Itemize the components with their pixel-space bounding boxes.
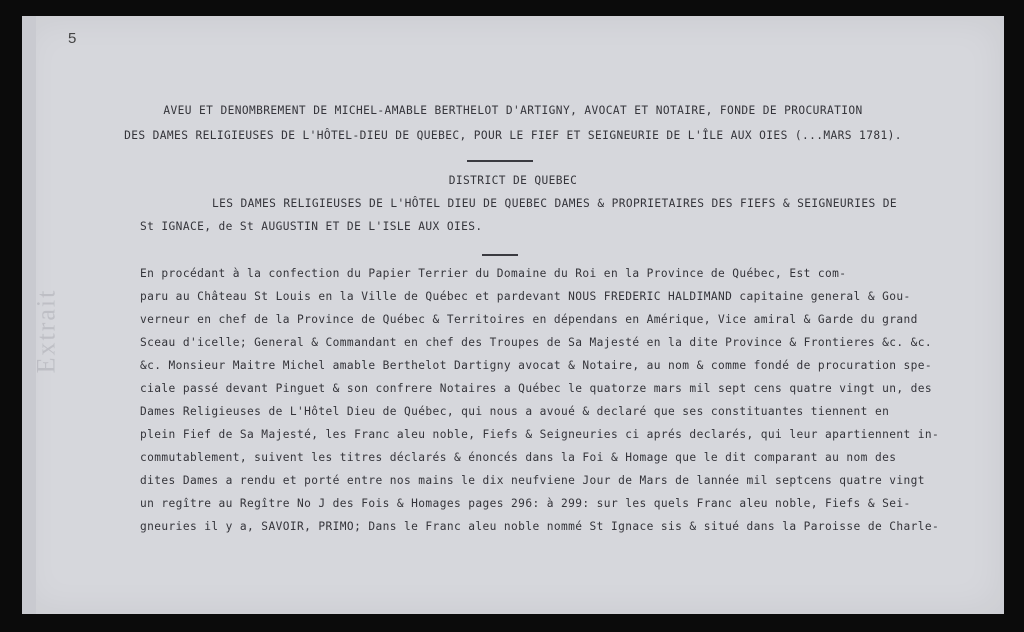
- title-line-1: AVEU ET DENOMBREMENT DE MICHEL-AMABLE BERTHELOT D'ARTIGNY, AVOCAT ET NOTAIRE, FONDE DE PROCURATION: [163, 104, 863, 117]
- body-line: dites Dames a rendu et porté entre nos mains le dix neufviene Jour de Mars de lannée mil septcens quatre vingt: [140, 474, 925, 487]
- body-line: commutablement, suivent les titres déclarés & énoncés dans la Foi & Homage que le dit comparant au nom des: [140, 451, 897, 464]
- body-line: un regître au Regître No J des Fois & Homages pages 296: à 299: sur les quels Franc aleu noble, Fiefs & Sei-: [140, 497, 911, 510]
- document-page: [22, 16, 1004, 614]
- heading-line-2: St IGNACE, de St AUGUSTIN ET DE L'ISLE AUX OIES.: [140, 220, 483, 233]
- body-line: Dames Religieuses de L'Hôtel Dieu de Québec, qui nous a avoué & declaré que ses constituantes tiennent en: [140, 405, 890, 418]
- body-line: plein Fief de Sa Majesté, les Franc aleu noble, Fiefs & Seigneuries ci aprés declarés, qui leur apartiennent in-: [140, 428, 940, 441]
- title-line-2: DES DAMES RELIGIEUSES DE L'HÔTEL-DIEU DE QUEBEC, POUR LE FIEF ET SEIGNEURIE DE L'ÎLE AUX OIES (...MARS 1781).: [124, 129, 902, 142]
- page-number: 5: [68, 30, 77, 47]
- district-heading: DISTRICT DE QUEBEC: [448, 174, 578, 187]
- body-line: gneuries il y a, SAVOIR, PRIMO; Dans le Franc aleu noble nommé St Ignace sis & situé dans la Paroisse de Charle-: [140, 520, 940, 533]
- margin-note: Extrait: [31, 288, 61, 374]
- divider-rule: [467, 160, 533, 162]
- body-line: ciale passé devant Pinguet & son confrere Notaires a Québec le quatorze mars mil sept cens quatre vingt un, des: [140, 382, 933, 395]
- body-line: Sceau d'icelle; General & Commandant en chef des Troupes de Sa Majesté en la dite Province & Frontieres &c. &c.: [140, 336, 933, 349]
- body-line: En procédant à la confection du Papier Terrier du Domaine du Roi en la Province de Québec, Est com-: [140, 267, 847, 280]
- divider-rule: [482, 254, 518, 256]
- heading-line-1: LES DAMES RELIGIEUSES DE L'HÔTEL DIEU DE QUEBEC DAMES & PROPRIETAIRES DES FIEFS & SEIGNEURIES DE: [212, 197, 898, 210]
- body-line: &c. Monsieur Maitre Michel amable Berthelot Dartigny avocat & Notaire, au nom & comme fondé de procuration spe-: [140, 359, 933, 372]
- body-line: verneur en chef de la Province de Québec & Territoires en dépendans en Amérique, Vice amiral & Garde du grand: [140, 313, 918, 326]
- body-line: paru au Château St Louis en la Ville de Québec et pardevant NOUS FREDERIC HALDIMAND capitaine general & Gou-: [140, 290, 911, 303]
